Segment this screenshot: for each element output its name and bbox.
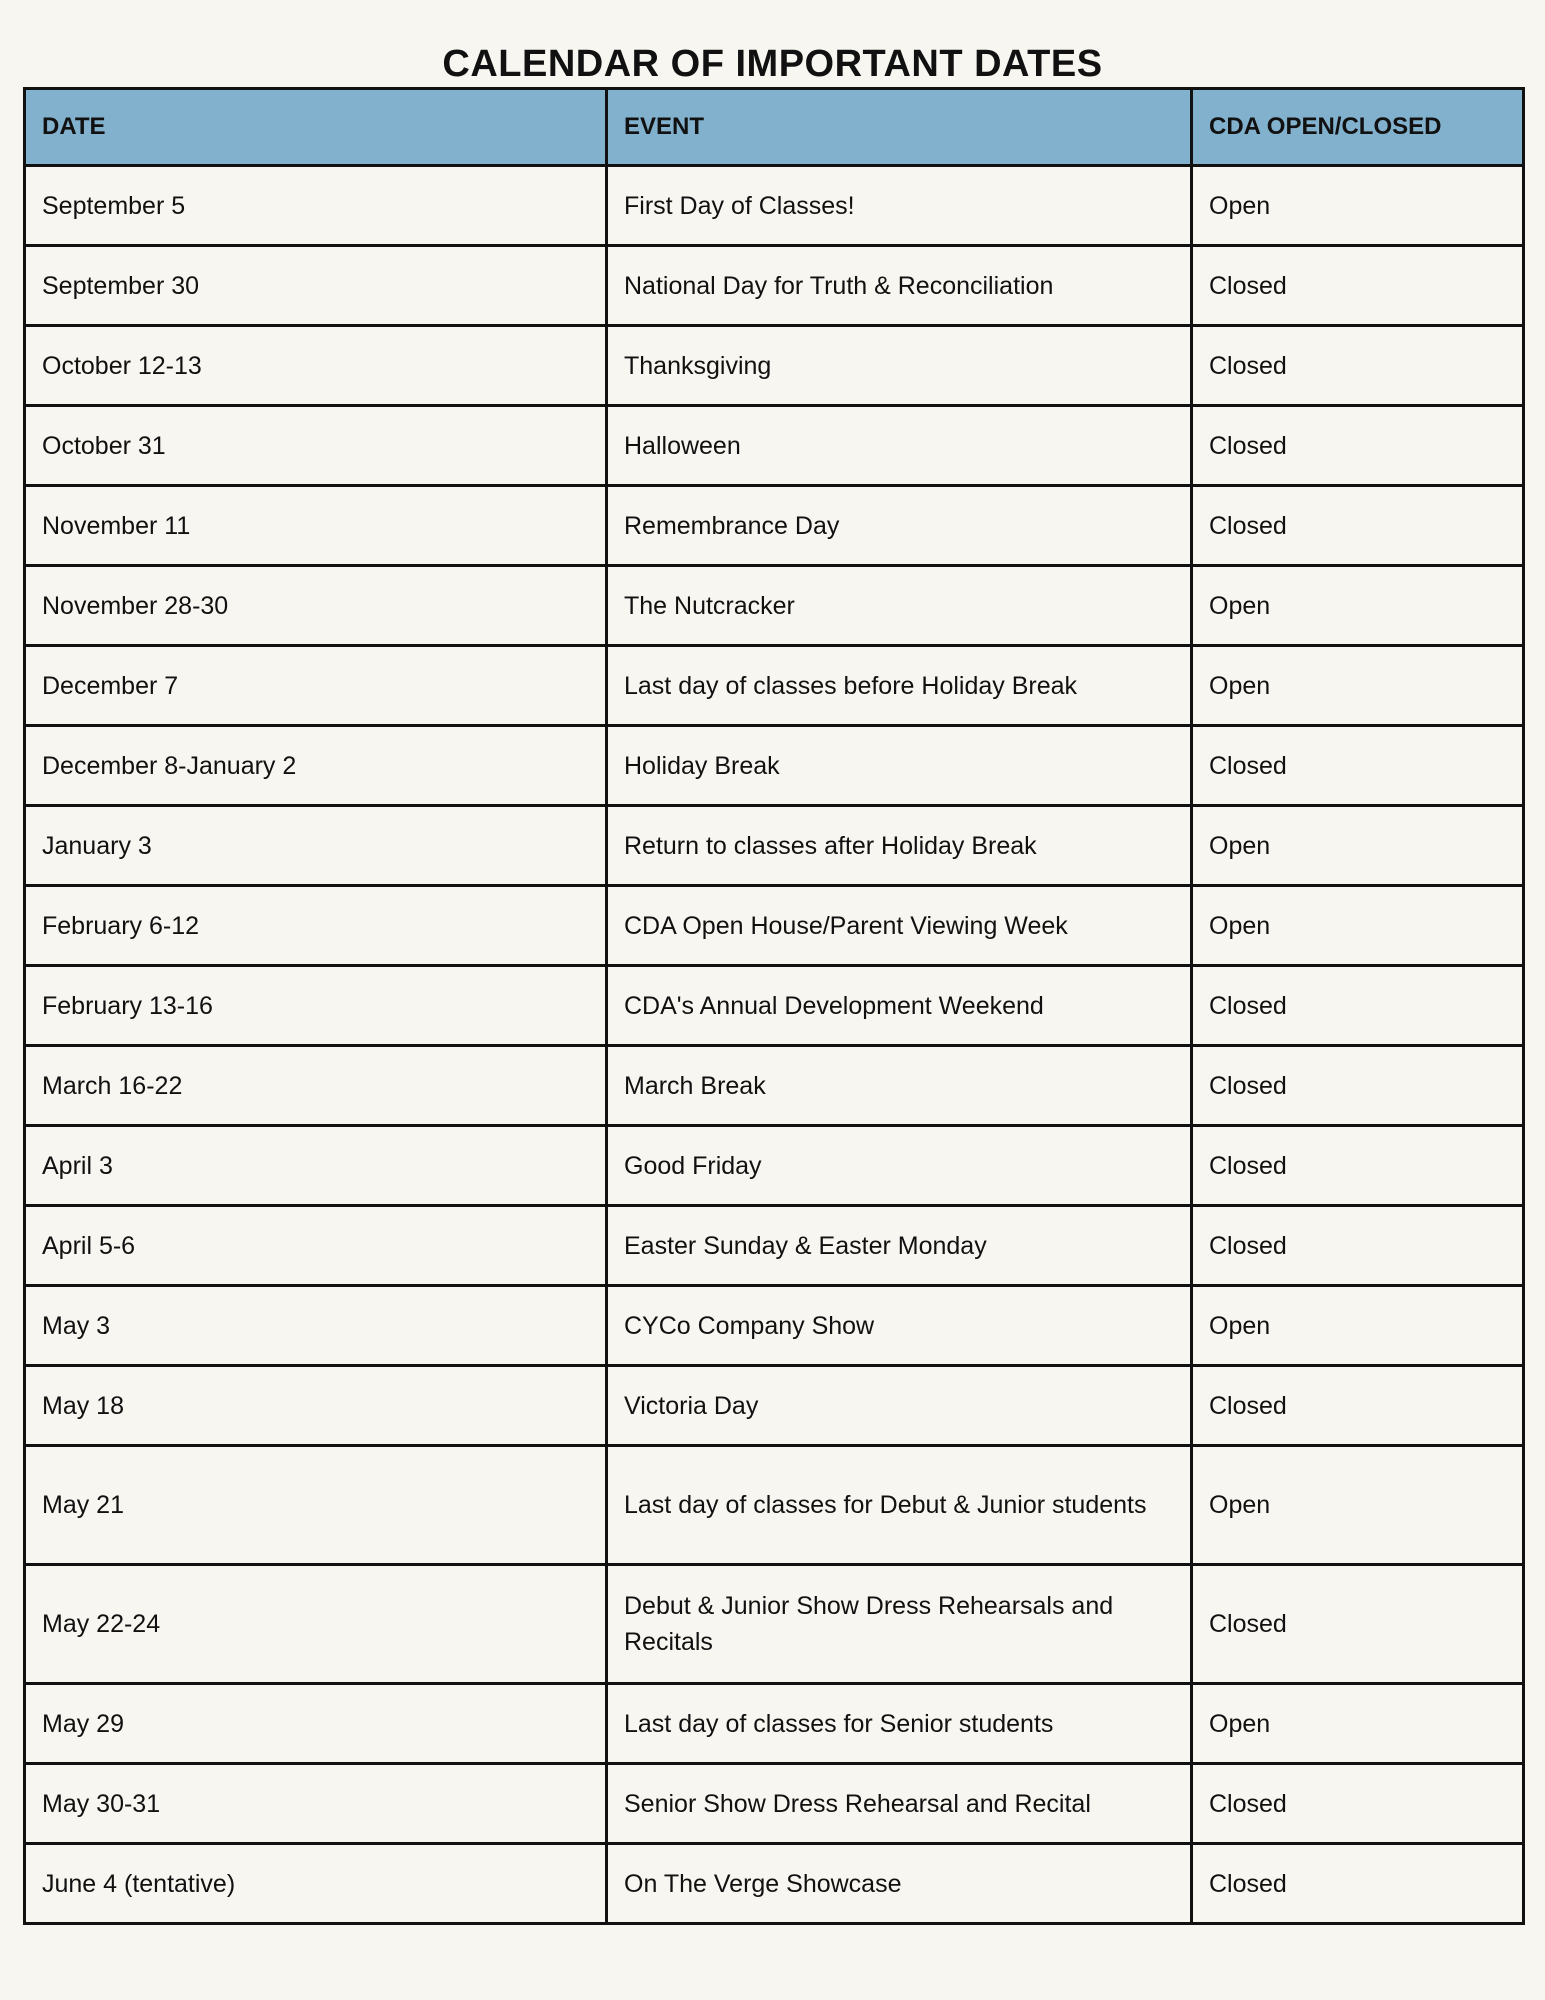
table-row xyxy=(25,646,1524,726)
event-cell: The Nutcracker xyxy=(607,566,1192,646)
status-cell: Closed xyxy=(1192,1046,1524,1126)
status-cell: Closed xyxy=(1192,1366,1524,1446)
date-cell: November 28-30 xyxy=(25,566,607,646)
date-cell: April 3 xyxy=(25,1126,607,1206)
table-row xyxy=(25,1684,1524,1764)
status-cell: Closed xyxy=(1192,1764,1524,1844)
date-cell: January 3 xyxy=(25,806,607,886)
date-cell: May 30-31 xyxy=(25,1764,607,1844)
date-cell: October 12-13 xyxy=(25,326,607,406)
event-cell: First Day of Classes! xyxy=(607,166,1192,246)
event-cell: Senior Show Dress Rehearsal and Recital xyxy=(607,1764,1192,1844)
status-cell: Closed xyxy=(1192,726,1524,806)
status-cell: Open xyxy=(1192,166,1524,246)
table-row xyxy=(25,326,1524,406)
status-cell: Closed xyxy=(1192,966,1524,1046)
table-row xyxy=(25,486,1524,566)
event-column-header: EVENT xyxy=(607,89,1192,166)
date-cell: April 5-6 xyxy=(25,1206,607,1286)
date-cell: February 6-12 xyxy=(25,886,607,966)
event-cell: Last day of classes for Debut & Junior students xyxy=(607,1446,1192,1565)
event-cell: Easter Sunday & Easter Monday xyxy=(607,1206,1192,1286)
status-cell: Open xyxy=(1192,566,1524,646)
page-title: CALENDAR OF IMPORTANT DATES xyxy=(442,43,1103,85)
date-cell: June 4 (tentative) xyxy=(25,1844,607,1924)
status-cell: Closed xyxy=(1192,1206,1524,1286)
table-row xyxy=(25,1844,1524,1924)
status-cell: Closed xyxy=(1192,1565,1524,1684)
date-cell: February 13-16 xyxy=(25,966,607,1046)
table-row xyxy=(25,1764,1524,1844)
event-cell: On The Verge Showcase xyxy=(607,1844,1192,1924)
event-cell: National Day for Truth & Reconciliation xyxy=(607,246,1192,326)
event-cell: CYCo Company Show xyxy=(607,1286,1192,1366)
table-row xyxy=(25,966,1524,1046)
status-cell: Closed xyxy=(1192,1126,1524,1206)
status-cell: Closed xyxy=(1192,326,1524,406)
status-cell: Open xyxy=(1192,806,1524,886)
event-cell: Return to classes after Holiday Break xyxy=(607,806,1192,886)
table-row xyxy=(25,246,1524,326)
date-cell: May 29 xyxy=(25,1684,607,1764)
table-row xyxy=(25,806,1524,886)
table-row xyxy=(25,726,1524,806)
date-cell: December 8-January 2 xyxy=(25,726,607,806)
status-cell: Closed xyxy=(1192,406,1524,486)
table-row xyxy=(25,1206,1524,1286)
header-row xyxy=(25,89,1524,166)
date-cell: November 11 xyxy=(25,486,607,566)
event-cell: CDA's Annual Development Weekend xyxy=(607,966,1192,1046)
table-row xyxy=(25,406,1524,486)
status-cell: Open xyxy=(1192,1684,1524,1764)
event-cell: Last day of classes before Holiday Break xyxy=(607,646,1192,726)
status-cell: Open xyxy=(1192,1446,1524,1565)
event-cell: Remembrance Day xyxy=(607,486,1192,566)
table-row xyxy=(25,1565,1524,1684)
event-cell: CDA Open House/Parent Viewing Week xyxy=(607,886,1192,966)
table-row xyxy=(25,886,1524,966)
event-cell: Good Friday xyxy=(607,1126,1192,1206)
date-cell: September 5 xyxy=(25,166,607,246)
table-row xyxy=(25,166,1524,246)
table-body xyxy=(25,166,1524,1924)
table-row xyxy=(25,566,1524,646)
status-cell: Open xyxy=(1192,1286,1524,1366)
date-cell: May 22-24 xyxy=(25,1565,607,1684)
date-cell: May 18 xyxy=(25,1366,607,1446)
table-row xyxy=(25,1446,1524,1565)
table-row xyxy=(25,1286,1524,1366)
status-cell: Open xyxy=(1192,646,1524,726)
event-cell: Holiday Break xyxy=(607,726,1192,806)
date-cell: October 31 xyxy=(25,406,607,486)
date-cell: September 30 xyxy=(25,246,607,326)
table-row xyxy=(25,1366,1524,1446)
status-cell: Open xyxy=(1192,886,1524,966)
status-cell: Closed xyxy=(1192,486,1524,566)
event-cell: Halloween xyxy=(607,406,1192,486)
event-cell: March Break xyxy=(607,1046,1192,1126)
event-cell: Thanksgiving xyxy=(607,326,1192,406)
calendar-table xyxy=(23,87,1525,1925)
date-column-header: DATE xyxy=(25,89,607,166)
table-row xyxy=(25,1126,1524,1206)
table-row xyxy=(25,1046,1524,1126)
event-cell: Last day of classes for Senior students xyxy=(607,1684,1192,1764)
table-header xyxy=(25,89,1524,166)
date-cell: May 21 xyxy=(25,1446,607,1565)
status-column-header: CDA OPEN/CLOSED xyxy=(1192,89,1524,166)
status-cell: Closed xyxy=(1192,246,1524,326)
event-cell: Victoria Day xyxy=(607,1366,1192,1446)
date-cell: May 3 xyxy=(25,1286,607,1366)
date-cell: March 16-22 xyxy=(25,1046,607,1126)
event-cell: Debut & Junior Show Dress Rehearsals and Recitals xyxy=(607,1565,1192,1684)
status-cell: Closed xyxy=(1192,1844,1524,1924)
date-cell: December 7 xyxy=(25,646,607,726)
